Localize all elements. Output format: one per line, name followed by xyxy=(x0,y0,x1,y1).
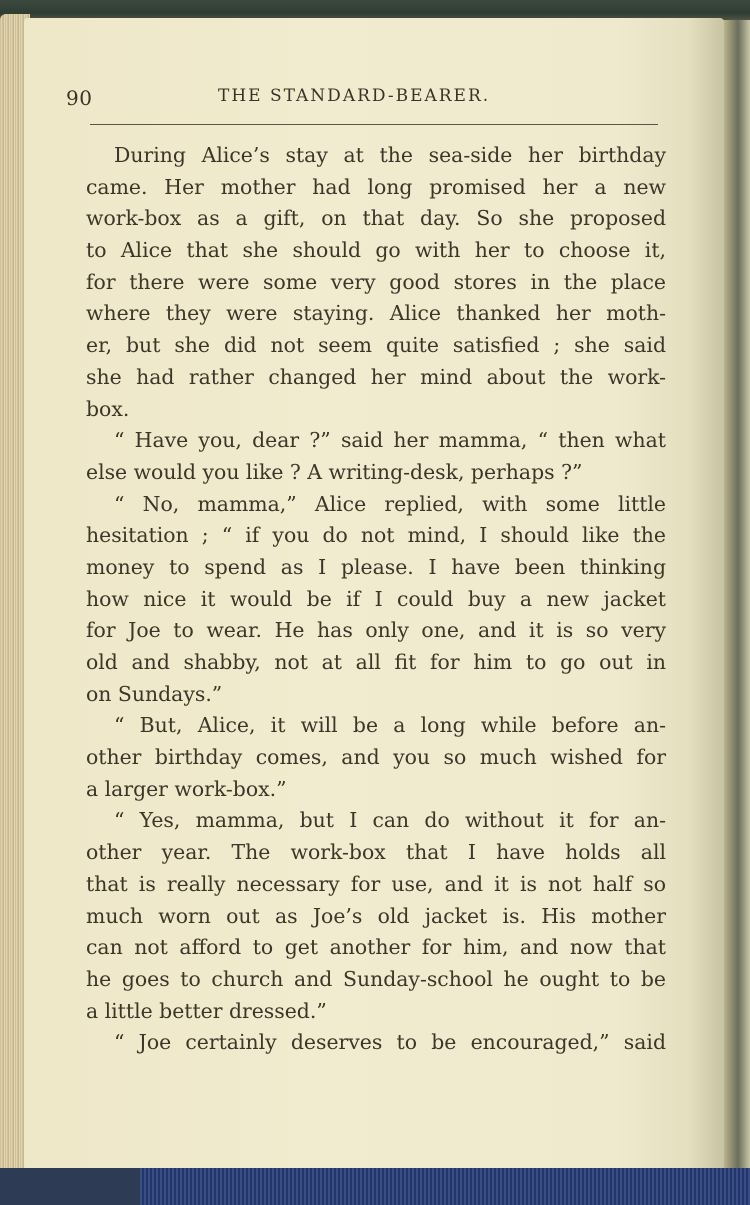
book-cover-bottom xyxy=(0,1168,750,1205)
text-line: During Alice’s stay at the sea-side her birthday xyxy=(114,143,666,167)
book-binding-edge xyxy=(720,20,750,1170)
text-line: work-box as a gift, on that day. So she proposed xyxy=(86,206,666,231)
text-line: a little better dressed.” xyxy=(86,998,327,1023)
text-line: “ Have you, dear ?” said her mamma, “ then what xyxy=(114,428,666,453)
text-line: er, but she did not seem quite satisfied ; she said xyxy=(86,333,666,358)
text-line: “ No, mamma,” Alice replied, with some little xyxy=(114,491,666,516)
text-line: other birthday comes, and you so much wished for xyxy=(86,745,666,770)
text-line: for there were some very good stores in the place xyxy=(86,269,666,294)
header-rule xyxy=(90,124,658,125)
text-line: money to spend as I please. I have been thinking xyxy=(86,554,666,579)
page-header xyxy=(66,86,661,112)
text-line: that is really necessary for use, and it is not half so xyxy=(86,871,666,896)
text-line: box. xyxy=(86,396,130,421)
text-line: where they were staying. Alice thanked her moth- xyxy=(86,301,666,326)
text-line: he goes to church and Sunday-school he ought to be xyxy=(86,966,666,991)
text-line: else would you like ? A writing-desk, perhaps ?” xyxy=(86,459,583,484)
text-line: came. Her mother had long promised her a new xyxy=(86,174,666,199)
text-line: how nice it would be if I could buy a new jacket xyxy=(86,586,666,611)
text-line: she had rather changed her mind about the work- xyxy=(86,364,666,389)
running-title: THE STANDARD-BEARER. xyxy=(218,86,491,106)
text-line: “ Yes, mamma, but I can do without it for an- xyxy=(114,808,666,833)
text-line: much worn out as Joe’s old jacket is. His mother xyxy=(86,903,666,928)
text-line: can not afford to get another for him, and now that xyxy=(86,935,666,960)
body-text xyxy=(86,140,666,1059)
text-line: to Alice that she should go with her to choose it, xyxy=(86,238,666,263)
text-line: on Sundays.” xyxy=(86,681,223,706)
text-line: “ Joe certainly deserves to be encouraged,” said xyxy=(114,1030,666,1055)
page-number: 90 xyxy=(66,86,93,110)
text-line: for Joe to wear. He has only one, and it is so very xyxy=(86,618,666,643)
text-line: other year. The work-box that I have holds all xyxy=(86,840,666,865)
text-line: “ But, Alice, it will be a long while before an- xyxy=(114,713,666,738)
text-line: a larger work-box.” xyxy=(86,776,287,801)
text-line: hesitation ; “ if you do not mind, I should like the xyxy=(86,523,666,548)
text-line: old and shabby, not at all fit for him to go out in xyxy=(86,650,666,674)
